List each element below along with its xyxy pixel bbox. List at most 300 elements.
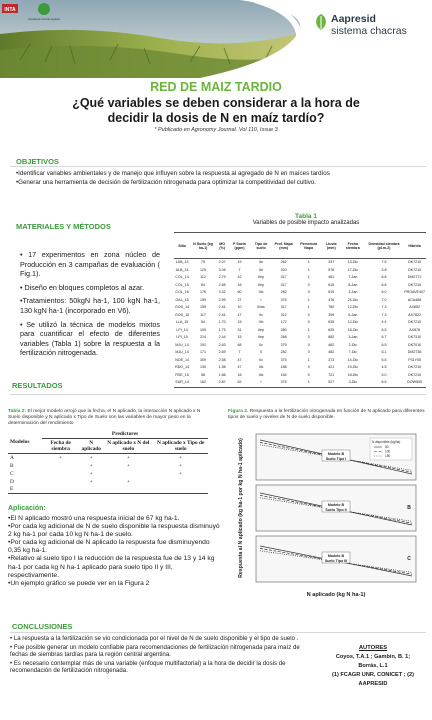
table-cell: 375 [280, 357, 287, 362]
table-cell: 188 [280, 365, 287, 369]
table-cell: 6.7 [381, 335, 387, 339]
table-cell: 1.66 [218, 372, 226, 377]
table-cell: 154 [280, 372, 287, 377]
metodos-list [20, 250, 160, 362]
aplicacion-list [8, 515, 222, 588]
predictor-mark [153, 486, 208, 494]
list-item: • Es necesario contemplar más de una variable (enfoque multifactorial) a la hora de decidir la dosis de recomendación de fertilización nitrogenada. [10, 659, 286, 675]
table1-label: Tabla 1 [295, 213, 317, 220]
table-cell: 1 [296, 379, 322, 387]
partner-logos [0, 0, 70, 22]
table-cell: 13-Dic [347, 260, 359, 264]
objetivos-list [16, 170, 421, 188]
table-cell: 162 [190, 379, 216, 387]
table-cell: 4.4 [381, 320, 387, 324]
table-row [8, 454, 208, 462]
table-cell: 1 [307, 357, 310, 362]
table-cell: 625 [328, 327, 335, 332]
table-cell: 375 [272, 379, 296, 387]
table-cell: IIc [259, 312, 263, 317]
table-cell: DK7210 [408, 267, 422, 272]
predictor-mark [42, 478, 79, 486]
model-label: E [10, 486, 14, 493]
predictor-mark: + [179, 454, 183, 461]
figure2-caption-text: Respuesta a la fertilización nitrogenada en función de N aplicado para diferentes tipos de suelo y niveles de N de suelo disponible. [228, 409, 425, 421]
table1-caption [206, 213, 406, 226]
figure2-chart [226, 428, 430, 608]
table-cell: 6.5 [381, 327, 387, 332]
table-cell: 0 [307, 290, 310, 294]
table-cell: 2.63 [218, 342, 226, 347]
table-row [174, 349, 426, 357]
table-row [8, 478, 208, 486]
table-cell: 2.79 [218, 275, 226, 279]
list-item: •Generar una herramienta de decisión de fertilización nitrogenada para optimizar la competitividad del cultivo. [16, 179, 317, 186]
column-header: N aplicado x Tipo de suelo [156, 440, 205, 452]
aapresid-leaf-icon [312, 13, 330, 31]
table-cell: IIIc [258, 372, 264, 377]
column-header: Fecha siembra [341, 233, 365, 259]
table-row [174, 364, 426, 372]
table-cell: 309 [199, 357, 206, 362]
table-cell: 1 [307, 297, 310, 302]
table-row [174, 379, 426, 387]
table-cell: 280 [280, 327, 287, 332]
list-item: •Relativo al suelo tipo I la reducción de la respuesta fue de 13 y 14 kg ha-1 por cada kg N ha-1 aplicado para suelo tipo II y III, respectivamente. [8, 555, 215, 579]
table-cell: DM2771 [407, 275, 422, 279]
table-cell: 171 [199, 350, 206, 354]
table1-description: Variables de posible impacto analizadas [252, 220, 360, 226]
table-cell: NOE_14 [175, 357, 189, 362]
table-cell: 2.65 [218, 282, 226, 287]
table-cell: GAL_15 [175, 297, 189, 302]
table-cell: 15 [237, 320, 242, 324]
legend-item: 100 [385, 449, 391, 454]
table-cell: 3-Jan [348, 290, 358, 294]
table-cell: DK7210 [408, 282, 422, 287]
table-cell: 117 [200, 312, 206, 317]
table-cell: DOW505 [403, 379, 426, 387]
table-cell: 2.44 [218, 335, 226, 339]
table-cell: COL_15 [175, 282, 189, 287]
table-row [8, 470, 208, 478]
table-cell: DK7310 [408, 335, 422, 339]
table-cell: 615 [328, 282, 335, 287]
predictor-mark [42, 462, 79, 470]
list-item: •Un ejemplo gráfico se puede ver en la Figura 2 [8, 579, 150, 587]
table-row [174, 304, 426, 312]
table-cell: RDO_14 [175, 365, 190, 369]
table-cell: 19 [237, 260, 242, 264]
table-cell: 31 [237, 327, 242, 332]
metodos-heading: MATERIALES Y MÉTODOS [16, 222, 111, 231]
column-header: Fecha de siembra [50, 440, 71, 452]
table-cell: GOD_15 [175, 312, 190, 317]
list-item: • Se utilizó la técnica de modelos mixtos para cuantificar el efecto de diferentes variables (Tabla 1) sobre la respuesta a la fertilización nitrogenada. [20, 319, 160, 358]
table-cell: 17 [237, 312, 242, 317]
table-cell: 75 [200, 260, 205, 264]
table-cell: 7.3 [381, 305, 387, 309]
table-cell: 8-Jan [348, 282, 358, 287]
table-cell: 1 [307, 275, 310, 279]
table-cell: 17-Dic [347, 267, 359, 272]
table-cell: 12-Dic [347, 305, 359, 309]
table-cell: 68 [237, 342, 242, 347]
table-cell: AX878 [409, 327, 420, 332]
model-label: D [10, 478, 14, 485]
predictor-mark: + [126, 462, 130, 469]
authors-heading: AUTORES [358, 645, 388, 651]
divider [10, 166, 426, 167]
table-cell: 1 [307, 327, 310, 332]
table-cell: IIep [258, 282, 265, 287]
table-cell: 7-Dic [348, 350, 358, 354]
table-cell: 2.99 [218, 297, 226, 302]
table-cell: 5.0 [381, 372, 387, 377]
table-cell: II [260, 350, 263, 354]
table-cell: 16 [237, 282, 242, 287]
table-cell: DK7210 [408, 320, 422, 324]
table-cell: 19-Dic [347, 365, 359, 369]
panel-soil: Suelo Tipo II [325, 508, 347, 512]
table-cell: 2.41 [218, 305, 226, 309]
table-cell: 54 [200, 320, 205, 324]
table-cell: 2.69 [218, 350, 226, 354]
table-cell: 112 [200, 275, 206, 279]
table-cell: 159 [199, 297, 206, 302]
predictor-mark [42, 470, 79, 478]
table-cell: IIc [259, 357, 263, 362]
table-row [174, 372, 426, 380]
conclusiones-list [10, 635, 310, 676]
table-cell: IIIws [257, 305, 265, 309]
table-cell: COL_16 [175, 290, 189, 294]
table-row [174, 259, 426, 267]
table-cell: 7-Jan [348, 275, 358, 279]
table-cell: IIe [259, 267, 264, 272]
model-label: B [10, 462, 14, 469]
authors-affiliation-2: AAPRESID [358, 681, 388, 687]
list-item: •Por cada kg adicional de N aplicado la respuesta fue disminuyendo 0,35 kg ha-1. [8, 539, 210, 555]
divider [10, 394, 426, 395]
table-cell: 6.0 [381, 290, 387, 294]
table-cell: MJU_14 [175, 350, 189, 354]
table-cell: I [251, 379, 272, 387]
table2-caption-label: Tabla 2: [8, 409, 27, 414]
list-item: •Identificar variables ambientales y de manejo que influyen sobre la respuesta al agregado de N en maíces tardíos [16, 170, 330, 177]
table-cell: 2-Dic [348, 342, 358, 347]
list-item: • Fue posible generar un modelo confiable para recomendaciones de fertilización nitrogenada para maíz de fechas de siembras tardías para la región central argentina. [10, 643, 300, 659]
table-cell: 2.07 [218, 260, 226, 264]
table-cell: 0 [307, 282, 310, 287]
table-cell: IIe [259, 260, 264, 264]
table-cell: 6.1 [381, 350, 387, 354]
table-cell: 125 [199, 267, 206, 272]
table-cell: COL_14 [175, 275, 189, 279]
predictor-mark: + [126, 454, 130, 461]
table-cell: ACA468 [407, 297, 422, 302]
table-cell: 476 [328, 297, 335, 302]
legend-title: N disponible (kg/ha) [372, 440, 401, 444]
aplicacion-heading: Aplicación: [8, 505, 46, 512]
predictores-header: Predictores [42, 430, 208, 439]
divider [10, 632, 426, 633]
predictor-mark: + [179, 462, 183, 469]
table-cell: 482 [328, 350, 335, 354]
table-cell: 721 [328, 372, 335, 377]
table-row [174, 282, 426, 290]
table-cell: 2.87 [216, 379, 229, 387]
table-cell: 373 [328, 357, 335, 362]
table-cell: 14-Dic [347, 357, 359, 362]
table-cell: 84 [200, 282, 205, 287]
table-cell: IIc [259, 342, 263, 347]
table-cell: ALB_14 [175, 267, 189, 272]
table-cell: 176 [199, 290, 206, 294]
authors-names: Coyos, T.A.1 ; Gambin, B. 1; [335, 654, 411, 660]
predictor-mark [153, 478, 208, 486]
table-cell: 282 [280, 260, 287, 264]
column-header: N aplicado x N del suelo [107, 440, 150, 452]
predictor-mark: + [89, 462, 93, 469]
table-cell: AX7822 [408, 312, 421, 317]
table-cell: DK7210 [408, 365, 422, 369]
table-cell: GOD_14 [175, 305, 190, 309]
table-cell: 47 [237, 357, 242, 362]
table-row [174, 327, 426, 335]
table-cell: DK7010 [408, 342, 422, 347]
table-cell: 1 [307, 305, 310, 309]
table-cell: 18-Dic [347, 327, 359, 332]
logo-title: Aapresid [331, 13, 376, 25]
list-item: • Diseño en bloques completos al azar. [20, 282, 144, 292]
table-cell: LAB_13 [175, 260, 189, 264]
predictor-mark: + [126, 478, 130, 485]
column-header: P Suelo (ppm) [229, 233, 251, 259]
objetivos-heading: OBJETIVOS [16, 157, 59, 166]
table-cell: 5.5 [381, 357, 387, 362]
predictor-mark: + [179, 470, 183, 477]
predictor-mark [103, 486, 153, 494]
table-cell: SUR_14 [174, 379, 190, 387]
table-cell: 317 [280, 275, 287, 279]
table-cell: 7.3 [381, 312, 387, 317]
table-cell: 1.75 [218, 327, 226, 332]
table-cell: 109 [199, 327, 206, 332]
table-cell: IIep [258, 275, 265, 279]
predictor-mark [103, 470, 153, 478]
table-cell: 214 [199, 335, 206, 339]
table-row [174, 289, 426, 297]
table-cell: 282 [280, 290, 287, 294]
table-cell: 42 [237, 275, 242, 279]
resultados-heading: RESULTADOS [12, 381, 63, 390]
table-cell: LLA_15 [175, 320, 189, 324]
figure2-caption [228, 409, 428, 421]
table-row [174, 342, 426, 350]
table-cell: 1.98 [218, 365, 226, 369]
list-item: •Tratamientos: 50kgN ha-1, 100 kgN ha-1, 130 kgN ha-1 (incorporado en V6). [20, 296, 160, 315]
svg-text:INTA: INTA [4, 7, 16, 13]
models-header: Modelos [10, 438, 30, 445]
table-cell: 0 [307, 312, 310, 317]
predictor-mark [42, 486, 79, 494]
table-cell: 60 [237, 290, 242, 294]
question-title: ¿Qué variables se deben considerar a la hora de decidir la dosis de N en maíz tardío? [72, 96, 360, 125]
table-cell: 1.70 [218, 320, 226, 324]
table-cell: 421 [328, 365, 335, 369]
table-cell: P31Y05 [408, 357, 421, 362]
table-cell: 7.0 [381, 297, 387, 302]
table-cell: 0 [307, 320, 310, 324]
header-banner [0, 0, 432, 78]
logo-subtitle: sistema chacras [331, 25, 407, 37]
panel-letter: C [407, 556, 411, 562]
table-cell: 10 [237, 305, 242, 309]
table-cell: 481 [328, 275, 335, 279]
table-cell: 1 [307, 260, 310, 264]
table-cell: 3-Jan [348, 335, 358, 339]
table-row [174, 274, 426, 282]
table-cell: 15 [237, 335, 242, 339]
table-row [8, 462, 208, 470]
table-cell: 0 [307, 335, 310, 339]
table-cell: IIIc [258, 320, 264, 324]
table-row [8, 486, 208, 494]
table-cell: DM2738 [407, 350, 422, 354]
table-cell: 159 [199, 305, 206, 309]
model-label: C [10, 470, 14, 477]
column-header: Sitio [174, 233, 190, 259]
table-row [174, 312, 426, 320]
table-cell: 682 [328, 335, 335, 339]
table-cell: AX852 [409, 305, 420, 309]
table-cell: LPI_14 [176, 327, 188, 332]
table-cell: 0 [307, 372, 310, 377]
conclusiones-heading: CONCLUSIONES [12, 622, 73, 631]
table-row [174, 357, 426, 365]
table-cell: 6.8 [381, 282, 387, 287]
table-cell: 27 [237, 297, 242, 302]
predictor-mark [79, 486, 103, 494]
table-cell: DK7210 [408, 372, 422, 377]
table-cell: 12-Dic [347, 320, 359, 324]
table-row [174, 267, 426, 275]
table-cell: 130 [199, 365, 206, 369]
table-cell: RSE_15 [175, 372, 189, 377]
table-cell: MJU_14 [175, 342, 189, 347]
table-cell: IIIc [258, 365, 264, 369]
table-cell: 47 [237, 365, 242, 369]
table-cell: 317 [280, 282, 287, 287]
panel-title: Modelo B [327, 452, 345, 456]
table-cell: IIep [258, 327, 265, 332]
table-cell: 3.32 [218, 290, 226, 294]
table-cell: 3-Dic [341, 379, 365, 387]
table-cell: 268 [280, 335, 287, 339]
table-cell: 6.8 [381, 275, 387, 279]
panel-letter: B [407, 505, 411, 511]
list-item: •Por cada kg adicional de N de suelo disponible la respuesta disminuyó 2 kg ha-1 por cada 10 kg N ha-1 de suelo. [8, 523, 220, 539]
column-header: Persencia Napa [296, 233, 322, 259]
table-cell: 18-Dic [347, 372, 359, 377]
table-cell: 62 [229, 379, 251, 387]
panel-title: Modelo B [327, 503, 345, 507]
column-header: Tipo de suelo [251, 233, 272, 259]
predictor-mark: + [59, 454, 63, 461]
predictor-mark: + [89, 478, 93, 485]
column-header: Híbrido [403, 233, 426, 259]
column-header: N Suelo (kg ha-1) [190, 233, 216, 259]
table-cell: 375 [280, 342, 287, 347]
table-cell: 320 [280, 267, 287, 272]
table-cell: 7 [238, 350, 241, 354]
table2-caption-text: El mejor modelo arrojó que la fecha, el N aplicado, la interacción N aplicado x N Suelo disponible y N aplicado x Tipo de Suelo son las variables de mayor peso en la determinación del rendimiento [8, 409, 201, 427]
table-row [174, 334, 426, 342]
table-cell: IIIc [258, 290, 264, 294]
table-cell: PROAVE407 [404, 290, 425, 294]
publication-note: * Publicado en Agronomy Journal. Vol 110, Issue 3 [154, 127, 278, 133]
list-item: •El N aplicado mostró una respuesta inicial de 67 kg ha-1. [8, 515, 180, 522]
table-cell: I [260, 297, 262, 302]
legend-item: 50 [385, 445, 389, 449]
x-axis-label: N aplicado (kg N ha-1) [306, 592, 366, 598]
table-cell: 1 [307, 267, 310, 272]
table-cell: 619 [328, 290, 335, 294]
list-item: • La respuesta a la fertilización se vio condicionada por el nivel de N de suelo disponible y el tipo de suelo . [10, 635, 299, 642]
table-row [174, 319, 426, 327]
column-header: Prof. Napa (mm) [272, 233, 296, 259]
table-cell: 282 [280, 350, 287, 354]
panel-soil: Suelo Tipo I [325, 457, 347, 461]
table-row [174, 297, 426, 305]
table-cell: 399 [328, 312, 335, 317]
table-cell: 2.58 [218, 357, 226, 362]
table-cell: 24-Dic [347, 297, 359, 302]
fca-logo-icon [38, 3, 50, 15]
table-cell: 635 [328, 320, 335, 324]
column-header: N aplicado [81, 440, 101, 452]
column-header: MO (%) [216, 233, 229, 259]
table-cell: 172 [280, 320, 287, 324]
table-cell: 2.41 [218, 312, 226, 317]
table-cell: 337 [328, 260, 335, 264]
table-cell: 3.8 [381, 267, 387, 272]
panel-soil: Suelo Tipo III [324, 559, 348, 563]
table-cell: 0 [307, 365, 310, 369]
table-cell: 6.5 [381, 342, 387, 347]
predictor-mark: + [89, 470, 93, 477]
table-cell: LPI_15 [176, 335, 188, 339]
predictor-mark: + [89, 454, 93, 461]
panel-title: Modelo B [327, 554, 345, 558]
main-title: RED DE MAIZ TARDIO [150, 80, 282, 94]
table-cell: 6-Jan [348, 312, 358, 317]
authors-affiliation: (1) FCAGR UNR, CONICET ; (2) [331, 672, 415, 678]
table-cell: 462 [328, 342, 335, 347]
table-cell: 317 [280, 305, 287, 309]
table-cell: 0 [307, 342, 310, 347]
authors-names-2: Borrás, L.1 [358, 663, 388, 669]
table-cell: 3.06 [218, 267, 226, 272]
table2-caption [8, 409, 208, 428]
table-cell: 780 [328, 305, 335, 309]
table-cell: 58 [200, 372, 205, 377]
model-label: A [10, 454, 14, 461]
title-area [0, 78, 432, 133]
figure2-caption-label: Figura 2. [228, 409, 249, 414]
table-cell: IIep [258, 335, 265, 339]
